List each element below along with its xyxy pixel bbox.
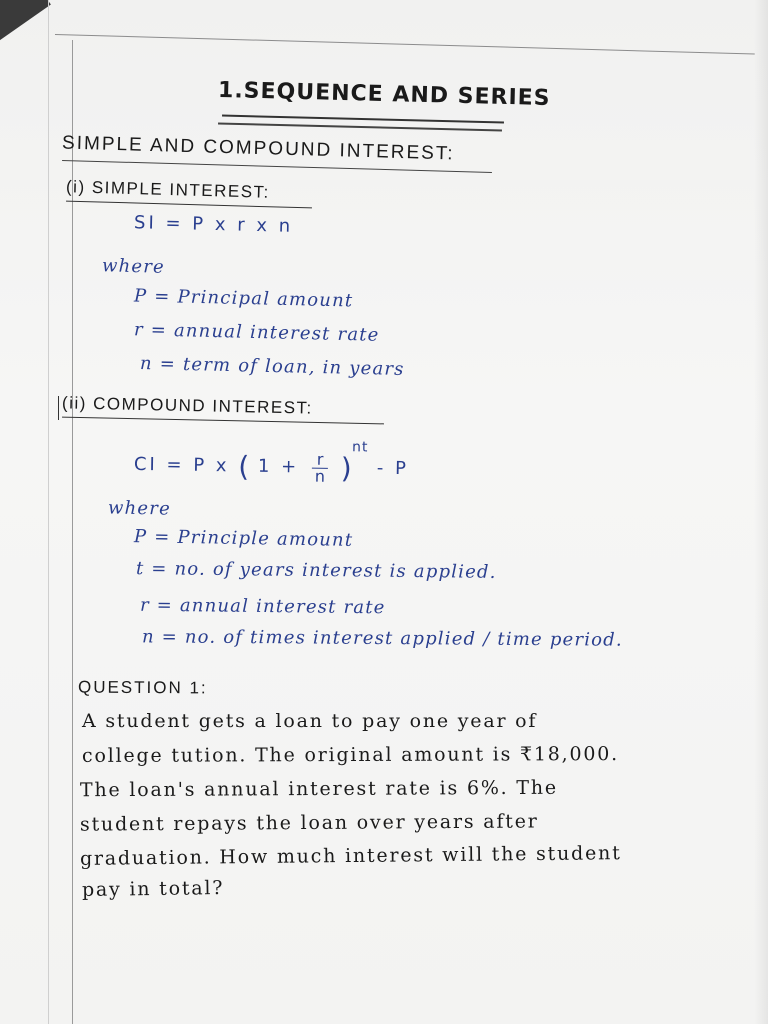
- background-corner: [0, 0, 51, 45]
- simple-interest-underline: [66, 201, 312, 209]
- question-line: A student gets a loan to pay one year of: [82, 710, 538, 732]
- ci-definition-time: t = no. of years interest is applied.: [135, 558, 497, 583]
- page-title: 1.SEQUENCE AND SERIES: [217, 77, 551, 112]
- top-ruled-line: [55, 34, 755, 55]
- si-where-label: where: [101, 255, 166, 278]
- ci-fraction-numerator: r: [312, 451, 328, 468]
- ci-open-paren: (: [238, 449, 250, 484]
- compound-interest-bracket: [58, 396, 59, 420]
- ci-formula: [134, 436, 410, 486]
- ci-where-label: where: [107, 497, 172, 520]
- question-line: pay in total?: [81, 877, 225, 901]
- question-line: graduation. How much interest will the student: [79, 842, 622, 870]
- ci-exponent: nt: [351, 439, 369, 456]
- ci-definition-principle: P = Principle amount: [133, 526, 354, 551]
- title-double-underline: [218, 123, 502, 132]
- ci-fraction-denominator: n: [314, 466, 326, 486]
- title-underline: [222, 115, 504, 124]
- ci-rate-fraction: [312, 451, 329, 484]
- si-definition-principal: P = Principal amount: [133, 285, 354, 312]
- ci-one-plus: 1 +: [257, 455, 300, 478]
- ci-formula-lhs: CI = P x: [133, 453, 230, 477]
- question-line: The loan's annual interest rate is 6%. The: [79, 776, 558, 802]
- ci-definition-frequency: n = no. of times interest applied / time period.: [141, 626, 623, 651]
- section-heading: SIMPLE AND COMPOUND INTEREST:: [61, 132, 455, 165]
- compound-interest-heading: (ii) COMPOUND INTEREST:: [61, 393, 313, 418]
- ci-definition-rate: r = annual interest rate: [139, 594, 386, 619]
- question-line: student repays the loan over years after: [79, 810, 539, 836]
- simple-interest-heading: (i) SIMPLE INTEREST:: [65, 177, 271, 202]
- si-definition-term: n = term of loan, in years: [139, 353, 405, 380]
- page-shadow: [754, 0, 768, 1024]
- question-line: college tution. The original amount is ₹18,000.: [81, 743, 620, 767]
- si-definition-rate: r = annual interest rate: [133, 319, 380, 346]
- ci-close-paren: ): [340, 451, 353, 485]
- page-edge-line: [48, 0, 49, 1024]
- question-label: QUESTION 1:: [77, 677, 208, 698]
- ci-formula-tail: - P: [376, 457, 410, 480]
- compound-interest-underline: [62, 417, 384, 425]
- si-formula: SI = P x r x n: [133, 212, 294, 237]
